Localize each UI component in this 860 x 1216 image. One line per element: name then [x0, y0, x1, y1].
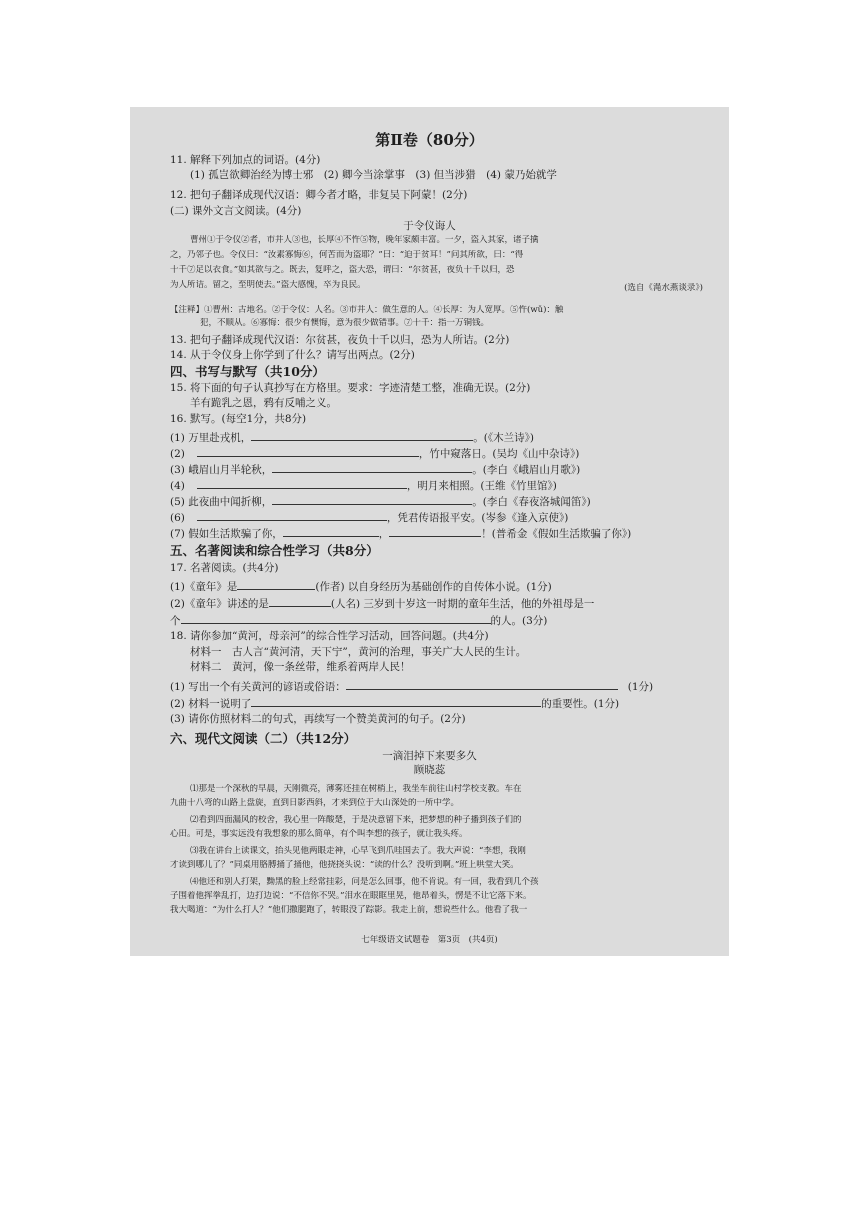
question-text: (人名) 三岁到十岁这一时期的童年生活，他的外祖母是一: [330, 598, 595, 610]
dictation-suffix: ，竹中窥落日。(吴均《山中杂诗》): [418, 448, 580, 460]
passage-line: 之，乃邻子也。令仪曰：“汝素寡悔⑥，何苦而为盗耶？”曰：“迫于贫耳！”问其所欲，曰：“得: [170, 250, 524, 260]
story-paragraph-line: 子围着他挥拳乱打，边打边说：“不信你不哭。”泪水在眼眶里晃，他昂着头，愣是不让它落下来。: [170, 891, 532, 901]
answer-blank[interactable]: [251, 696, 541, 707]
dictation-suffix: 。(李白《春夜洛城闻笛》): [472, 496, 591, 508]
answer-blank[interactable]: [197, 510, 387, 521]
question-15: 15. 将下面的句子认真抄写在方格里。要求：字迹清楚工整，准确无误。(2分): [170, 382, 531, 394]
dictation-prefix: (2): [170, 448, 185, 460]
dictation-7: [170, 526, 703, 541]
dictation-prefix: (6): [170, 512, 185, 524]
notes-line: 【注释】①曹州：古地名。②于令仪：人名。③市井人：做生意的人。④长厚：为人宽厚。⑤忤(wǔ)：触: [170, 305, 564, 315]
passage-title: 于令仪诲人: [403, 220, 456, 232]
section-6-heading: 六、现代文阅读（二）（共12分）: [170, 732, 357, 745]
dictation-suffix: 。(《木兰诗》): [473, 432, 534, 444]
section-5-heading: 五、名著阅读和综合性学习（共8分）: [170, 544, 379, 557]
dictation-6: [170, 510, 703, 525]
question-16: 16. 默写。(每空1分，共8分): [170, 413, 307, 425]
question-18-2: [170, 696, 703, 711]
question-17-2-cont: [170, 613, 703, 628]
dictation-separator: ，: [378, 528, 390, 540]
question-text: 个: [170, 615, 181, 627]
section-4-heading: 四、书写与默写（共10分）: [170, 365, 325, 378]
dictation-prefix: (3) 峨眉山月半轮秋，: [170, 464, 273, 476]
dictation-4: [170, 478, 703, 493]
answer-blank[interactable]: [283, 526, 379, 537]
dictation-prefix: (7) 假如生活欺骗了你，: [170, 528, 283, 540]
dictation-3: [170, 462, 703, 477]
question-14: 14. 从于令仪身上你学到了什么？请写出两点。(2分): [170, 349, 415, 361]
answer-blank[interactable]: [272, 462, 472, 473]
story-paragraph-line: ⑵看到四面漏风的校舍，我心里一阵酸楚，于是决意留下来，把梦想的种子播到孩子们的: [190, 815, 522, 825]
dictation-5: [170, 494, 703, 509]
dictation-suffix: 。(李白《峨眉山月歌》): [472, 464, 581, 476]
passage-line: 十千⑦足以衣食。”如其欲与之。既去，复呼之，盗大恐，谓曰：“尔贫甚，夜负十千以归，恐: [170, 265, 515, 275]
story-author: 顾晓蕊: [413, 764, 446, 776]
question-11-options: (1) 孤岂欲卿治经为博士邪 (2) 卿今当涂掌事 (3) 但当涉猎 (4) 蒙乃始就学: [190, 169, 557, 181]
answer-blank[interactable]: [251, 430, 473, 441]
question-13: 13. 把句子翻译成现代汉语：尔贫甚，夜负十千以归，恐为人所诘。(2分): [170, 334, 510, 346]
dictation-prefix: (5) 此夜曲中闻折柳，: [170, 496, 273, 508]
story-paragraph-line: 我大喝道：“为什么打人？”他们撒腿跑了，转眼没了踪影。我走上前，想说些什么。他看了我一: [170, 905, 528, 915]
story-title: 一滴泪掉下来要多久: [382, 750, 477, 762]
answer-blank[interactable]: [237, 579, 315, 590]
question-text: 的人。(3分): [490, 615, 548, 627]
question-text: (1) 写出一个有关黄河的谚语或俗语：: [170, 681, 346, 693]
question-text: 的重要性。(1分): [541, 698, 620, 710]
notes-line: 犯，不顺从。⑥寡悔：很少有懊悔，意为很少做错事。⑦十千：指一万铜钱。: [200, 318, 490, 328]
dictation-1: [170, 430, 703, 445]
question-15-sentence: 羊有跪乳之恩，鸦有反哺之义。: [190, 397, 337, 409]
dictation-prefix: (1) 万里赴戎机，: [170, 432, 252, 444]
passage-source: (选自《渑水燕谈录》): [624, 283, 703, 293]
dictation-suffix: ，凭君传语报平安。(岑参《逢入京使》): [386, 512, 569, 524]
story-paragraph-line: ⑷他还和别人打架，黝黑的脸上经常挂彩，问是怎么回事，他不肯说。有一回，我看到几个孩: [190, 877, 539, 887]
answer-blank[interactable]: [389, 526, 481, 537]
dictation-suffix: ！(普希金《假如生活欺骗了你》): [481, 528, 632, 540]
question-text: (1分): [627, 681, 654, 693]
dictation-suffix: ，明月来相照。(王维《竹里馆》): [406, 480, 557, 492]
question-18-1: [170, 679, 703, 694]
answer-blank[interactable]: [197, 478, 407, 489]
page-footer: 七年级语文试题卷 第3页 (共4页): [361, 935, 498, 945]
question-17-1: [170, 579, 703, 594]
passage-line: 曹州①于令仪②者，市井人③也，长厚④不忤⑤物，晚年家颇丰富。一夕，盗入其家，诸子擒: [190, 235, 539, 245]
question-17: 17. 名著阅读。(共4分): [170, 562, 279, 574]
question-text: (1)《童年》是: [170, 581, 238, 593]
answer-blank[interactable]: [197, 446, 419, 457]
story-paragraph-line: 心田。可是，事实远没有我想象的那么简单，有个叫李想的孩子，就让我头疼。: [170, 829, 468, 839]
dictation-2: [170, 446, 703, 461]
exam-page: [130, 107, 729, 956]
story-paragraph-line: ⑴那是一个深秋的早晨，天刚微亮，薄雾还挂在树梢上，我坐车前往山村学校支教。车在: [190, 784, 522, 794]
passage-line: 为人所诘。留之，至明使去。”盗大感愧，卒为良民。: [170, 280, 366, 290]
question-12: 12. 把句子翻译成现代汉语：卿今者才略，非复吴下阿蒙！(2分): [170, 189, 468, 201]
answer-blank[interactable]: [269, 596, 331, 607]
part-2-heading: (二) 课外文言文阅读。(4分): [170, 205, 302, 217]
question-text: (2) 材料一说明了: [170, 698, 252, 710]
material-1: 材料一 古人言“黄河清，天下宁”，黄河的治理，事关广大人民的生计。: [190, 646, 527, 658]
answer-blank[interactable]: [181, 613, 491, 624]
material-2: 材料二 黄河，像一条丝带，维系着两岸人民！: [190, 661, 411, 673]
question-18: 18. 请你参加“黄河，母亲河”的综合性学习活动，回答问题。(共4分): [170, 630, 489, 642]
question-17-2: [170, 596, 703, 611]
answer-blank[interactable]: [272, 494, 472, 505]
question-18-3: (3) 请你仿照材料二的句式，再续写一个赞美黄河的句子。(2分): [170, 713, 466, 725]
story-paragraph-line: 才读到哪儿了？”同桌用胳膊捅了捅他，他挠挠头说：“读的什么？没听到啊。”班上哄堂大笑。: [170, 860, 519, 870]
question-11: 11. 解释下列加点的词语。(4分): [170, 154, 321, 166]
question-text: (2)《童年》讲述的是: [170, 598, 269, 610]
answer-blank[interactable]: [346, 679, 618, 690]
section-title: 第Ⅱ卷（80分）: [375, 131, 484, 149]
story-paragraph-line: ⑶我在讲台上读课文，抬头见他两眼走神，心早飞到爪哇国去了。我大声说：“李想，我刚: [190, 846, 526, 856]
dictation-prefix: (4): [170, 480, 185, 492]
question-text: (作者) 以自身经历为基础创作的自传体小说。(1分): [315, 581, 552, 593]
story-paragraph-line: 九曲十八弯的山路上盘旋，直到日影西斜，才来到位于大山深处的一所中学。: [170, 798, 460, 808]
